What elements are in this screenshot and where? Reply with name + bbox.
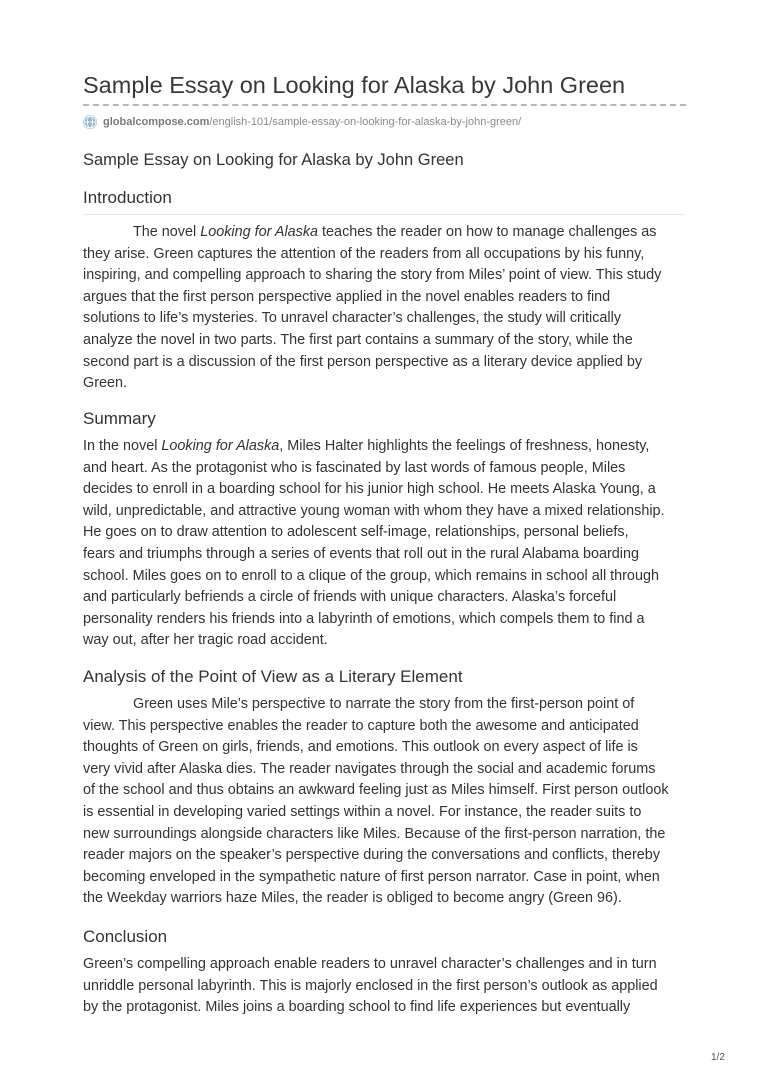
text-line: In the novel Looking for Alaska, Miles Halter highlights the feelings of freshness, honesty,: [83, 438, 650, 454]
title-divider: [83, 104, 686, 106]
heading-introduction: Introduction: [83, 188, 172, 207]
text-line: analyze the novel in two parts. The first part contains a summary of the story, while the: [83, 331, 633, 348]
source-path[interactable]: /english-101/sample-essay-on-looking-for-alaska-by-john-green/: [209, 116, 522, 128]
text-line: personality renders his friends into a labyrinth of emotions, which compels them to find a: [83, 610, 645, 627]
text-line: thoughts of Green on girls, friends, and emotions. This outlook on every aspect of life is: [83, 739, 638, 756]
globe-icon: [83, 115, 97, 129]
text-line: solutions to life’s mysteries. To unravel character’s challenges, the study will critically: [83, 310, 622, 327]
analysis-paragraph: [83, 694, 689, 910]
text-line: He goes on to draw attention to adolescent self-image, relationships, personal beliefs,: [83, 524, 629, 541]
page-number: 1/2: [711, 1052, 725, 1063]
text-line: wild, unpredictable, and attractive young woman with whom they have a mixed relationship.: [83, 502, 665, 519]
text-line: new surroundings alongside characters like Miles. Because of the first-person narration, the: [83, 825, 666, 842]
text-line: decides to enroll in a boarding school for his junior high school. He meets Alaska Young, a: [83, 481, 656, 498]
heading-divider: [83, 214, 685, 215]
book-title: Looking for Alaska: [161, 438, 280, 454]
heading-analysis: Analysis of the Point of View as a Literary Element: [83, 667, 463, 686]
text-line: by the protagonist. Miles joins a boarding school to find life experiences but eventually: [83, 999, 631, 1016]
text-line: argues that the first person perspective applied in the novel enables readers to find: [83, 288, 611, 305]
text-line: view. This perspective enables the reader to capture both the awesome and anticipated: [83, 717, 639, 734]
introduction-paragraph: [83, 222, 689, 395]
text-line: school. Miles goes on to enroll to a clique of the group, which remains in school all through: [83, 567, 659, 584]
source-domain[interactable]: globalcompose.com: [103, 116, 210, 128]
conclusion-paragraph: [83, 954, 689, 1019]
text-line: way out, after her tragic road accident.: [83, 632, 328, 649]
text-line: Green.: [83, 375, 127, 392]
text-line: very vivid after Alaska dies. The reader navigates through the social and academic forums: [83, 760, 656, 777]
source-link[interactable]: [83, 113, 521, 131]
book-title: Looking for Alaska: [200, 224, 319, 240]
text-line: Green uses Mile’s perspective to narrate the story from the first-person point of: [133, 696, 635, 712]
text-line: and particularly befriends a circle of friends with unique characters. Alaska’s forceful: [83, 589, 617, 606]
page-title: Sample Essay on Looking for Alaska by John Green: [83, 72, 626, 98]
heading-conclusion: Conclusion: [83, 927, 168, 946]
text-line: they arise. Green captures the attention of the readers from all occupations by his funny,: [83, 245, 645, 262]
text-line: unriddle personal labyrinth. This is majorly enclosed in the first person’s outlook as applied: [83, 977, 658, 994]
text-line: fears and triumphs through a series of events that roll out in the rural Alabama boarding: [83, 545, 639, 562]
text-line: and heart. As the protagonist who is fascinated by last words of famous people, Miles: [83, 459, 626, 476]
text-line: Green’s compelling approach enable readers to unravel character’s challenges and in turn: [83, 956, 657, 972]
text-line: inspiring, and compelling approach to sharing the story from Miles’ point of view. This study: [83, 267, 662, 284]
text-line: is essential in developing varied settings within a novel. For instance, the reader suits to: [83, 803, 642, 820]
text-line: reader majors on the speaker’s perspective during the conversations and conflicts, thereby: [83, 847, 661, 864]
summary-paragraph: [83, 436, 689, 652]
document-title: Sample Essay on Looking for Alaska by John Green: [83, 151, 464, 169]
text-line: second part is a discussion of the first person perspective as a literary device applied by: [83, 353, 643, 370]
text-line: the Weekday warriors haze Miles, the reader is obliged to become angry (Green 96).: [83, 890, 622, 907]
text-line: The novel Looking for Alaska teaches the reader on how to manage challenges as: [133, 224, 657, 240]
heading-summary: Summary: [83, 409, 156, 428]
text-line: becoming enveloped in the sympathetic nature of first person narrator. Case in point, when: [83, 868, 660, 885]
text-line: of the school and thus obtains an awkward feeling just as Miles himself. First person outlook: [83, 782, 669, 799]
